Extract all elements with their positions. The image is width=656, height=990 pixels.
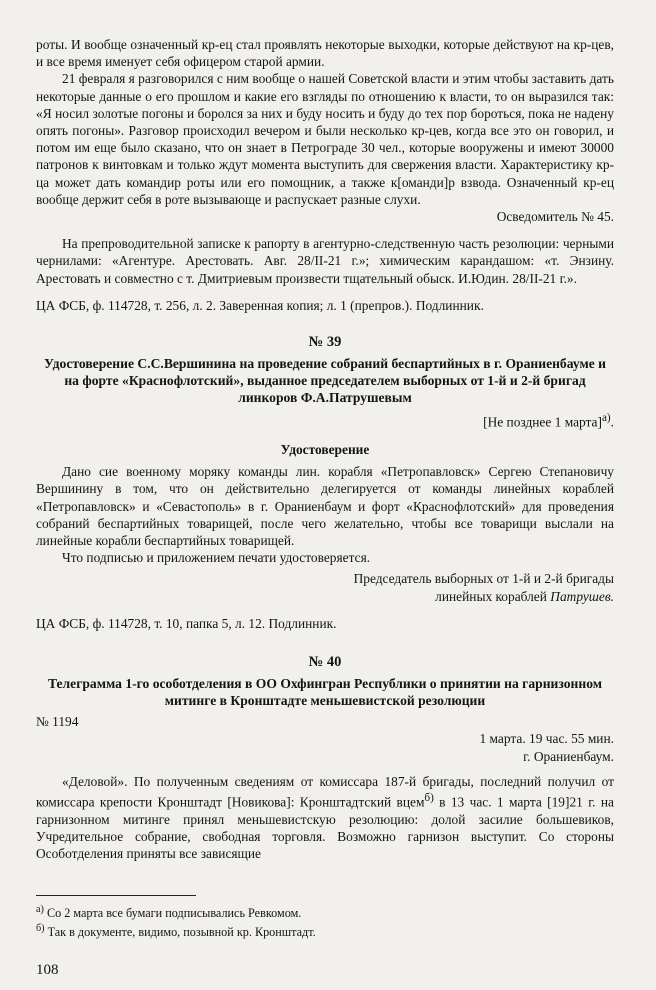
footnote: $^{б)}$ Так в документе, видимо, позывной кр. Кронштадт. [36,923,316,940]
document-number: № 39 [308,334,342,351]
resolution-note: На препроводительной записке к рапорту в агентурно-следственную часть резолюции: черными чернилами: «Агентуре. Арестовать. Авг. 28/II-21 г.»; химическим карандашом: «т. Энзину. Арестовать и совместно с т. Дмитриевым произвести тщательный обыск. И.Юдин. 28/II-21 г.». [36,236,614,286]
document-title: Удостоверение С.С.Вершинина на проведение собраний беспартийных в г. Ораниенбауме и на форте «Краснофлотский», выданное председателем выборных от 1-й и 2-й бригад линкоров Ф.А.Патрушевым [44,356,606,406]
archive-source: ЦА ФСБ, ф. 114728, т. 10, папка 5, л. 12. Подлинник. [36,615,337,631]
document-place: г. Ораниенбаум. [523,748,614,764]
footnotes [36,895,614,940]
telegram-ref: № 1194 [36,714,79,730]
page-number: 108 [36,962,59,978]
footnote: $^{а)}$ Со 2 марта все бумаги подписывались Ревкомом. [36,904,302,921]
document-number: № 40 [308,653,342,670]
footnote-divider [36,895,196,896]
archive-source: ЦА ФСБ, ф. 114728, т. 256, л. 2. Заверенная копия; л. 1 (препров.). Подлинник. [36,297,484,313]
page-body [36,36,614,862]
paragraph: «Деловой». По полученным сведениям от комиссара 187-й бригады, последний получил от комиссара крепости Кронштадт [Новикова]: Кронштадтский вцем$^{б)}$ в 13 час. 1 марта [19]21 г. на гарнизонном митинге принял меньшевистскую резолюцию: долой засилие большевиков, Учредительное собрание, свободная торговля. Возможно гарнизон выступит. Со стороны Особотделения приняты все зависящие [36,773,614,862]
document-title: Телеграмма 1-го особотделения в ОО Охфингран Республики о принятии на гарнизонном митинге в Кронштадте меньшевистской резолюции [47,676,603,709]
signature-name: Патрушев. [550,588,614,604]
footnote-ref: а) [601,412,611,425]
paragraph: роты. И вообще означенный кр-ец стал проявлять некоторые выходки, которые действуют на кр-цев, и все время именует себя офицером старой армии. [36,37,614,70]
document-date: [Не позднее 1 марта]$^{а)}$. [483,412,614,430]
paragraph: Что подписью и приложением печати удостоверяется. [62,550,371,566]
paragraph: Дано сие военному моряку команды лин. корабля «Петропавловск» Сергею Степановичу Вершинину в том, что он действительно делегируется от команды линейных кораблей «Петропавловск» и «Севастополь» в г. Ораниенбаум и форт «Краснофлотский» для проведения собраний беспартийных товарищей, после чего желательно, чтобы все товарищи выслали на линейные корабли беспартийных товарищей. [36,464,614,548]
section-heading: Удостоверение [280,441,370,457]
signature: Осведомитель № 45. [496,209,614,225]
paragraph: 21 февраля я разговорился с ним вообще о нашей Советской власти и этим чтобы заставить дать некоторые данные о его прошлом и какие его взгляды по отношению к власти, то он выразился так: «Я носил золотые погоны и боролся за них и буду носить и буду до тех пор бороться, пока не надену опять погоны». Разговор происходил вечером и были несколько кр-цев, когда все это он говорил, и потом им еще было сказано, что он знает в Петрограде 30 чел., которые вооружены и имеют 30000 патронов к винтовкам и только ждут момента выступить для свержения власти. Характеристику кр-ца может дать командир роты или его помощник, а также к[оманди]р взвода. Означенный кр-ец вообще держит себя в роте вызывающе и распускает разные слухи. [36,71,614,207]
signature-line: Председатель выборных от 1-й и 2-й бригады [353,571,614,587]
footnote-ref: б) [424,791,434,804]
signature-line: линейных кораблей Патрушев. [435,588,614,604]
document-date: 1 марта. 19 час. 55 мин. [479,731,614,747]
